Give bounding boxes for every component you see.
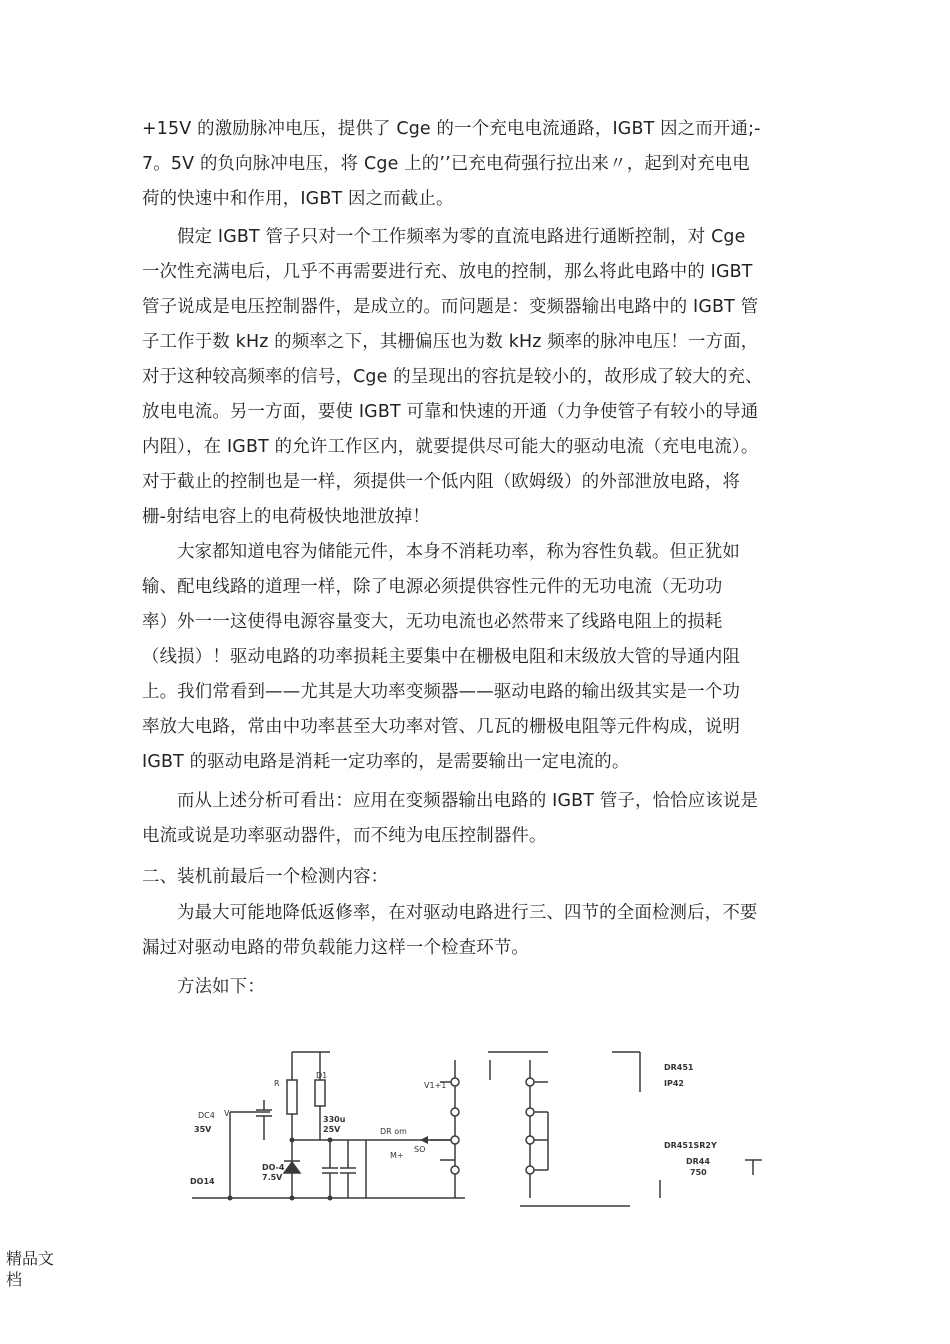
text-line: （线损）！驱动电路的功率损耗主要集中在栅极电阻和末级放大管的导通内阻 [142,647,741,667]
label-do4: DO-4 [262,1163,285,1172]
paragraph-1 [142,112,822,217]
label-dc4: DC4 [198,1111,215,1120]
paragraph-4 [142,784,822,854]
label-dr44: DR44 [686,1157,710,1166]
label-750: 750 [690,1168,707,1177]
section-heading [142,860,822,895]
text-line: 输、配电线路的道理一样，除了电源必须提供容性元件的无功电流（无功功 [142,577,723,597]
label-330u: 330u [323,1115,346,1124]
circuit-wires [192,1052,762,1206]
text-line: 一次性充满电后，几乎不再需要进行充、放电的控制，那么将此电路中的 IGBT [142,262,753,282]
label-do14: DO14 [190,1177,215,1186]
paragraph-5 [142,896,822,966]
text-line: 管子说成是电压控制器件，是成立的。而问题是：变频器输出电路中的 IGBT 管 [142,297,759,317]
label-v: V [224,1109,230,1118]
circuit-diagram [0,1000,950,1220]
label-ip42: IP42 [664,1079,684,1088]
label-7-5v: 7.5V [262,1173,283,1182]
label-m-plus: M+ [390,1151,404,1160]
text-line: 子工作于数 kHz 的频率之下，其栅偏压也为数 kHz 频率的脉冲电压！一方面， [142,332,759,352]
footer-watermark: 精品文档 [6,1249,55,1289]
text-line: 率）外一一这使得电源容量变大，无功电流也必然带来了线路电阻上的损耗 [142,612,723,632]
label-so: SO [414,1145,426,1154]
paragraph-3 [142,535,822,780]
text-line: 方法如下： [177,977,265,997]
label-25v: 25V [323,1125,341,1134]
heading-text: 二、装机前最后一个检测内容： [142,867,389,887]
connector-pins [451,1078,534,1174]
label-d1: D1 [316,1071,328,1080]
text-line: 7。5V 的负向脉冲电压，将 Cge 上的’’已充电荷强行拉出来〃，起到对充电电 [142,154,750,174]
label-dr451sr2y: DR451SR2Y [664,1141,717,1150]
label-dr-om: DR om [380,1127,407,1136]
text-line: 电流或说是功率驱动器件，而不纯为电压控制器件。 [142,826,547,846]
text-line: 荷的快速中和作用，IGBT 因之而截止。 [142,189,454,209]
paragraph-2 [142,220,822,535]
text-line: 对于这种较高频率的信号，Cge 的呈现出的容抗是较小的，故形成了较大的充、 [142,367,763,387]
text-line: 为最大可能地降低返修率，在对驱动电路进行三、四节的全面检测后，不要 [177,903,758,923]
label-r1: R [274,1079,280,1088]
text-line: 栅-射结电容上的电荷极快地泄放掉！ [142,507,430,527]
text-line: 对于截止的控制也是一样，须提供一个低内阻（欧姆级）的外部泄放电路，将 [142,472,741,492]
text-line: 率放大电路，常由中功率甚至大功率对管、几瓦的栅极电阻等元件构成，说明 [142,717,741,737]
label-v1: V1+1 [424,1081,447,1090]
text-line: 而从上述分析可看出：应用在变频器输出电路的 IGBT 管子，恰恰应该说是 [177,791,759,811]
text-line: IGBT 的驱动电路是消耗一定功率的，是需要输出一定电流的。 [142,752,630,772]
text-line: 上。我们常看到——尤其是大功率变频器——驱动电路的输出级其实是一个功 [142,682,741,702]
text-line: 内阻），在 IGBT 的允许工作区内，就要提供尽可能大的驱动电流（充电电流）。 [142,437,759,457]
text-line: 放电电流。另一方面，要使 IGBT 可靠和快速的开通（力争使管子有较小的导通 [142,402,759,422]
label-35v: 35V [194,1125,212,1134]
text-line: +15V 的激励脉冲电压，提供了 Cge 的一个充电电流通路，IGBT 因之而开通;- [142,119,761,139]
label-dr451: DR451 [664,1063,694,1072]
text-line: 假定 IGBT 管子只对一个工作频率为零的直流电路进行通断控制，对 Cge [177,227,746,247]
text-line: 漏过对驱动电路的带负载能力这样一个检查环节。 [142,938,529,958]
text-line: 大家都知道电容为储能元件，本身不消耗功率，称为容性负载。但正犹如 [177,542,740,562]
